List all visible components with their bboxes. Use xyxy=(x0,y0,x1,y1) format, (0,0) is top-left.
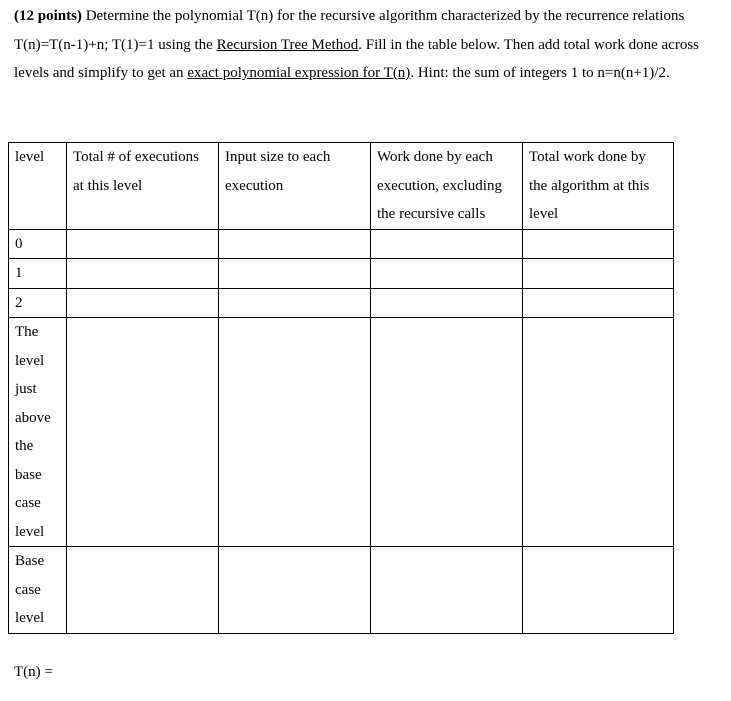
answer-cell[interactable] xyxy=(67,318,219,547)
level-cell: 0 xyxy=(9,229,67,259)
level-cell: 2 xyxy=(9,288,67,318)
answer-cell[interactable] xyxy=(523,318,674,547)
tn-answer-label: T(n) = xyxy=(14,664,53,680)
answer-cell[interactable] xyxy=(523,259,674,289)
level-cell: 1 xyxy=(9,259,67,289)
table-row xyxy=(9,229,674,259)
level-word: the xyxy=(15,438,34,454)
header-input-size: Input size to each execution xyxy=(219,143,371,230)
answer-cell[interactable] xyxy=(219,318,371,547)
level-word: just xyxy=(15,381,37,397)
recursion-tree-method: Recursion Tree Method xyxy=(216,36,359,53)
answer-cell[interactable] xyxy=(67,259,219,289)
answer-cell[interactable] xyxy=(219,259,371,289)
table-row xyxy=(9,318,674,547)
header-executions: Total # of executions at this level xyxy=(67,143,219,230)
answer-cell[interactable] xyxy=(523,547,674,634)
header-total-work: Total work done by the algorithm at this level xyxy=(523,143,674,230)
level-cell-above-base xyxy=(9,318,67,547)
answer-cell[interactable] xyxy=(371,259,523,289)
table-row xyxy=(9,288,674,318)
problem-text-a: Determine the polynomial T(n) for the recursive algorithm characterized by the recurrence relations T(n)=T(n-1)+n; T(1)=1 using the xyxy=(14,8,685,53)
level-word: base xyxy=(15,466,42,483)
answer-cell[interactable] xyxy=(371,229,523,259)
level-word: case xyxy=(15,495,41,511)
answer-cell[interactable] xyxy=(219,547,371,634)
answer-cell[interactable] xyxy=(523,288,674,318)
answer-cell[interactable] xyxy=(219,229,371,259)
problem-statement xyxy=(14,2,726,88)
table-row xyxy=(9,547,674,634)
level-cell-base xyxy=(9,547,67,634)
exact-expression: exact polynomial expression for T(n) xyxy=(187,65,411,81)
problem-text-b: . Fill in the table below. Then add total work done across levels and simplify to get an xyxy=(14,36,699,81)
table-row xyxy=(9,259,674,289)
answer-cell[interactable] xyxy=(371,288,523,318)
recursion-table xyxy=(8,142,674,634)
header-work-each: Work done by each execution, excluding the recursive calls xyxy=(371,143,523,230)
answer-cell[interactable] xyxy=(219,288,371,318)
answer-cell[interactable] xyxy=(67,288,219,318)
answer-cell[interactable] xyxy=(371,318,523,547)
points-label: (12 points) xyxy=(14,8,82,24)
level-word: The xyxy=(15,324,39,340)
problem-text-c: . Hint: the sum of integers 1 to n=n(n+1)/2. xyxy=(410,65,670,81)
level-word: level xyxy=(15,523,45,540)
level-word: level xyxy=(15,352,45,369)
answer-cell[interactable] xyxy=(371,547,523,634)
level-word: level xyxy=(15,610,45,626)
header-level: level xyxy=(9,143,67,230)
answer-cell[interactable] xyxy=(67,229,219,259)
answer-cell[interactable] xyxy=(67,547,219,634)
level-word: above xyxy=(15,409,51,426)
level-word: Base xyxy=(15,553,45,569)
level-word: case xyxy=(15,581,41,598)
answer-cell[interactable] xyxy=(523,229,674,259)
header-row xyxy=(9,143,674,230)
